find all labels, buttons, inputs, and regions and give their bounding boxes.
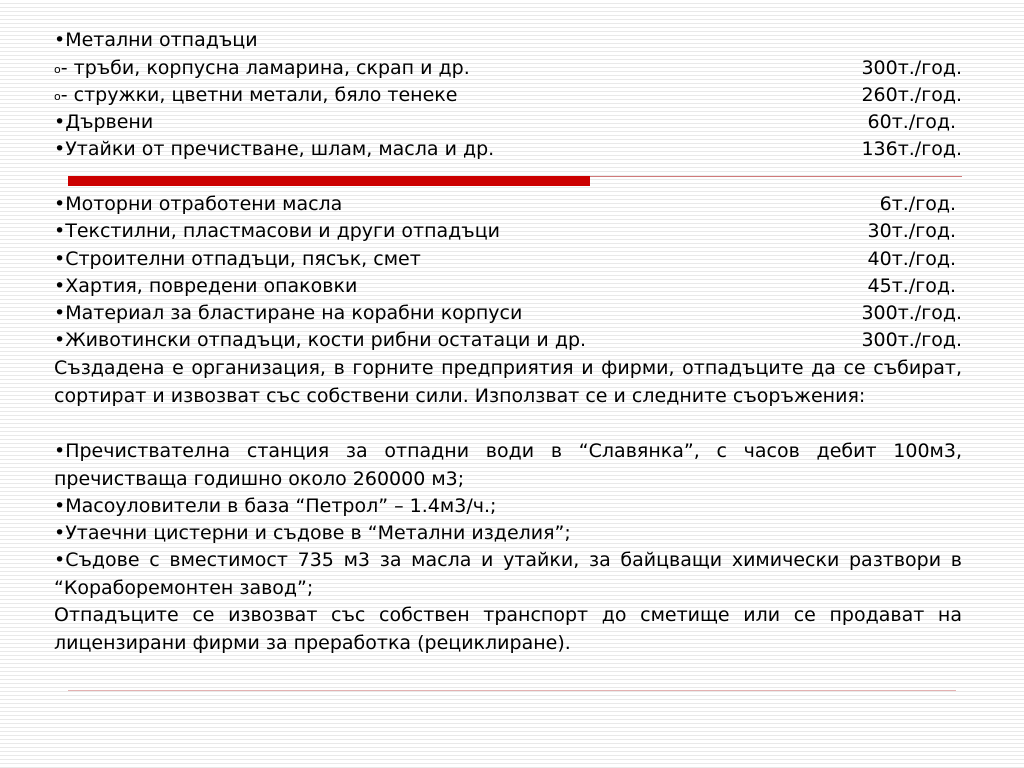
- paragraph-transport: Отпадъците се извозват със собствен транспорт до сметище или се продават на лицензирани фирми за преработка (рециклиране).: [54, 604, 962, 654]
- item-quantity: 40т./год.: [867, 248, 956, 270]
- sub-bullet-icon: o: [54, 90, 61, 103]
- waste-item-metal: [54, 26, 962, 54]
- bullet: •: [54, 248, 66, 270]
- bullet: •: [54, 275, 66, 297]
- footer-divider: [68, 690, 956, 691]
- waste-subitem-shavings: [54, 81, 962, 109]
- bullet: •: [54, 220, 66, 242]
- waste-item-blasting: [54, 299, 962, 327]
- sub-bullet-icon: o: [54, 63, 61, 76]
- waste-item-paper: [54, 272, 962, 300]
- waste-item-motor-oil: [54, 190, 962, 218]
- item-label: Моторни отработени масла: [65, 193, 343, 215]
- item-label: Материал за бластиране на корабни корпуси: [65, 302, 523, 324]
- item-label: - стружки, цветни метали, бяло тенеке: [60, 84, 458, 106]
- waste-item-construction: [54, 245, 962, 273]
- waste-item-animal: [54, 326, 962, 354]
- bullet: •: [54, 138, 66, 160]
- waste-item-textile: [54, 217, 962, 245]
- item-label: Строителни отпадъци, пясък, смет: [65, 248, 421, 270]
- item-quantity: 45т./год.: [867, 275, 956, 297]
- paragraph-containers: •Съдове с вместимост 735 м3 за масла и утайки, за байцващи химически разтвори в “Кораборемонтен завод”;: [54, 549, 962, 599]
- paragraph-settling-tanks: •Утаечни цистерни и съдове в “Метални изделия”;: [54, 522, 571, 544]
- waste-item-sludge: [54, 135, 962, 163]
- divider-line: [590, 176, 962, 177]
- divider-accent-bar: [68, 176, 590, 186]
- waste-subitem-pipes: [54, 54, 962, 82]
- paragraph-organization: Създадена е организация, в горните предприятия и фирми, отпадъците да се събират, сортират и извозват със собствени сили. Използват се и следните съоръжения:: [54, 357, 962, 407]
- item-quantity: 260т./год.: [861, 84, 962, 106]
- paragraph-oil-separators: •Масоуловители в база “Петрол” – 1.4м3/ч.;: [54, 495, 497, 517]
- bullet: •: [54, 193, 66, 215]
- item-quantity: 300т./год.: [861, 302, 962, 324]
- paragraph-treatment-station: •Пречиствателна станция за отпадни води в “Славянка”, с часов дебит 100м3, пречистваща годишно около 260000 м3;: [54, 440, 962, 490]
- item-label: Текстилни, пластмасови и други отпадъци: [65, 220, 501, 242]
- item-label: Утайки от пречистване, шлам, масла и др.: [65, 138, 495, 160]
- item-label: - тръби, корпусна ламарина, скрап и др.: [60, 57, 470, 79]
- bullet: •: [54, 111, 66, 133]
- item-quantity: 300т./год.: [861, 57, 962, 79]
- waste-item-wood: [54, 108, 962, 136]
- item-quantity: 300т./год.: [861, 329, 962, 351]
- bullet: •: [54, 29, 66, 51]
- item-quantity: 60т./год.: [867, 111, 956, 133]
- item-label: Хартия, повредени опаковки: [65, 275, 358, 297]
- item-quantity: 30т./год.: [867, 220, 956, 242]
- item-quantity: 6т./год.: [879, 193, 956, 215]
- bullet: •: [54, 302, 66, 324]
- item-label: Животински отпадъци, кости рибни остатаци и др.: [65, 329, 587, 351]
- item-label: Дървени: [65, 111, 154, 133]
- item-quantity: 136т./год.: [861, 138, 962, 160]
- item-label: Метални отпадъци: [65, 29, 258, 51]
- bullet: •: [54, 329, 66, 351]
